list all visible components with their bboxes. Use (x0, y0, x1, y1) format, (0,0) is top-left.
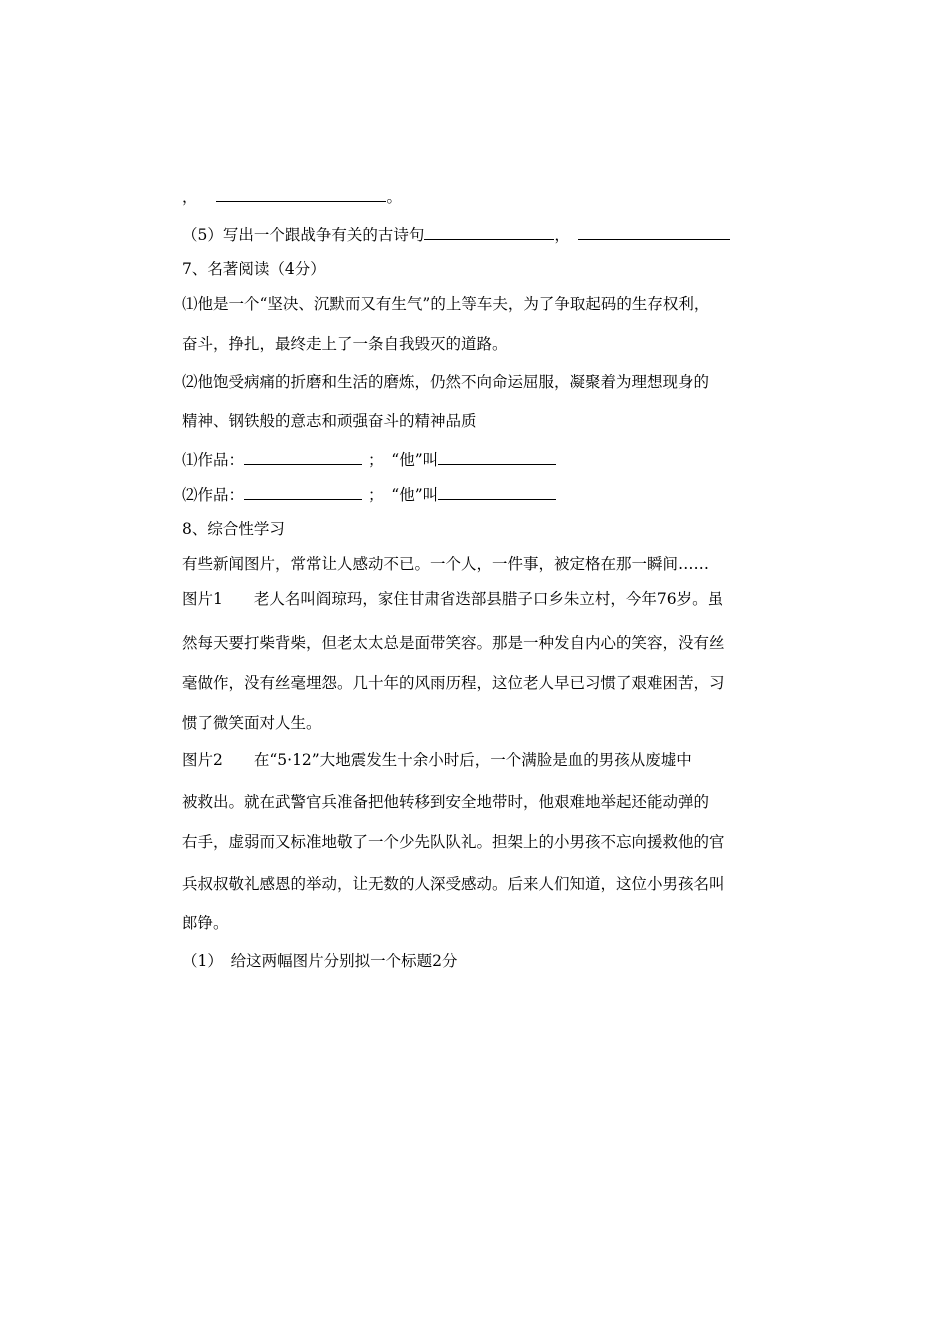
photo-2-line-1: 图片2 在“5·12”大地震发生十余小时后，一个满脸是血的男孩从废墟中 (182, 751, 692, 769)
photo-1-line-4: 惯了微笑面对人生。 (182, 714, 322, 732)
photo-1-line-2: 然每天要打柴背柴，但老太太总是面带笑容。那是一种发自内心的笑容，没有丝 (182, 634, 725, 652)
photo-2-line-4: 兵叔叔敬礼感恩的举动，让无数的人深受感动。后来人们知道，这位小男孩名叫 (182, 875, 725, 893)
work-blank[interactable] (244, 484, 362, 500)
sub-question-1: （1） 给这两幅图片分别拟一个标题2分 (182, 952, 458, 970)
photo-1-line-3: 毫做作，没有丝毫埋怨。几十年的风雨历程，这位老人早已习惯了艰难困苦，习 (182, 674, 725, 692)
reading-1-line-2: 奋斗，挣扎，最终走上了一条自我毁灭的道路。 (182, 335, 508, 353)
answer-blank[interactable] (424, 224, 554, 240)
answer-line-4-cont (182, 186, 402, 207)
question-5 (182, 224, 730, 245)
reading-2-line-2: 精神、钢铁般的意志和顽强奋斗的精神品质 (182, 412, 477, 430)
answer-2 (182, 484, 556, 505)
intro-text: 有些新闻图片，常常让人感动不已。一个人，一件事，被定格在那一瞬间…… (182, 555, 710, 573)
comma: ， (182, 188, 198, 206)
work-blank[interactable] (244, 449, 362, 465)
photo-2-line-5: 郎铮。 (182, 914, 229, 932)
comma: ， (554, 226, 570, 244)
he-label: ； “他”叫 (368, 486, 439, 504)
answer-blank[interactable] (578, 224, 730, 240)
section-8-title: 8、综合性学习 (182, 520, 285, 538)
reading-1-line-1: ⑴他是一个“坚决、沉默而又有生气”的上等车夫，为了争取起码的生存权利， (182, 295, 710, 313)
work-label: ⑴作品： (182, 451, 245, 469)
answer-blank[interactable] (216, 186, 386, 202)
question-5-text: （5）写出一个跟战争有关的古诗句 (182, 226, 425, 244)
photo-2-line-2: 被救出。就在武警官兵准备把他转移到安全地带时，他艰难地举起还能动弹的 (182, 793, 710, 811)
reading-2-line-1: ⑵他饱受病痛的折磨和生活的磨炼，仍然不向命运屈服，凝聚着为理想现身的 (182, 373, 710, 391)
section-7-title: 7、名著阅读（4分） (182, 260, 326, 278)
photo-2-line-3: 右手，虚弱而又标准地敬了一个少先队队礼。担架上的小男孩不忘向援救他的官 (182, 833, 725, 851)
work-label: ⑵作品： (182, 486, 245, 504)
name-blank[interactable] (438, 449, 556, 465)
period: 。 (386, 188, 402, 206)
name-blank[interactable] (438, 484, 556, 500)
photo-1-line-1: 图片1 老人名叫阎琼玛，家住甘肃省迭部县腊子口乡朱立村，今年76岁。虽 (182, 590, 724, 608)
he-label: ； “他”叫 (368, 451, 439, 469)
answer-1 (182, 449, 556, 470)
